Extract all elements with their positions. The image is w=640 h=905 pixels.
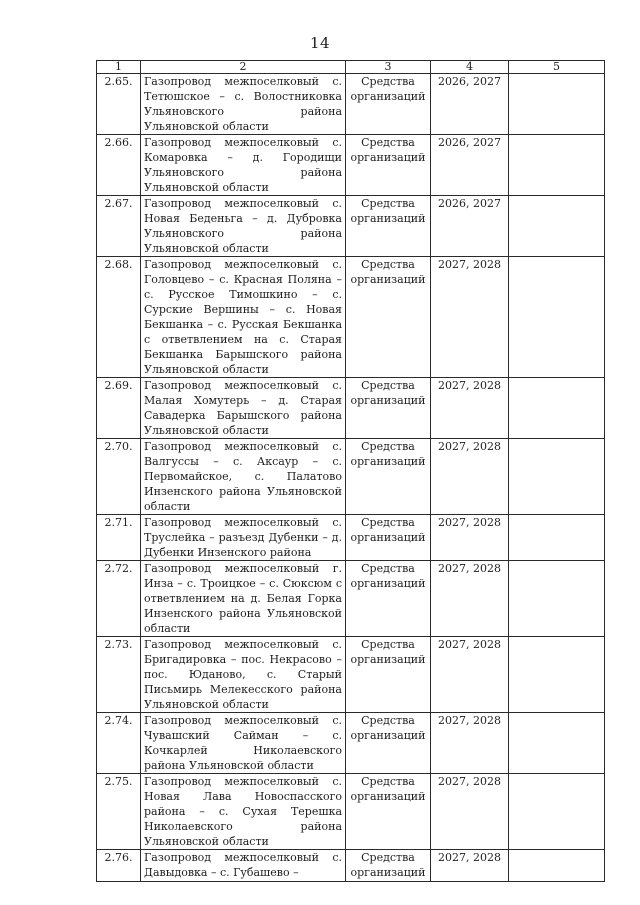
table-row bbox=[97, 637, 605, 713]
note-cell bbox=[509, 637, 605, 713]
table-header-row bbox=[97, 61, 605, 74]
table-row bbox=[97, 774, 605, 850]
implementation-years: 2027, 2028 bbox=[431, 257, 509, 378]
column-header: 3 bbox=[346, 61, 431, 74]
note-cell bbox=[509, 74, 605, 135]
row-number: 2.73. bbox=[97, 637, 141, 713]
note-cell bbox=[509, 439, 605, 515]
funding-source: Средства организаций bbox=[346, 196, 431, 257]
funding-source: Средства организаций bbox=[346, 637, 431, 713]
implementation-years: 2027, 2028 bbox=[431, 637, 509, 713]
funding-source: Средства организаций bbox=[346, 561, 431, 637]
table-row bbox=[97, 561, 605, 637]
row-number: 2.75. bbox=[97, 774, 141, 850]
object-name: Газопровод межпоселковый с. Новая Беденьга – д. Дубровка Ульяновского района Ульяновской области bbox=[141, 196, 346, 257]
implementation-years: 2027, 2028 bbox=[431, 850, 509, 882]
row-number: 2.71. bbox=[97, 515, 141, 561]
table-row bbox=[97, 257, 605, 378]
column-header: 2 bbox=[141, 61, 346, 74]
note-cell bbox=[509, 135, 605, 196]
object-name: Газопровод межпоселковый с. Валгуссы – с. Аксаур – с. Первомайское, с. Палатово Инзенского района Ульяновской области bbox=[141, 439, 346, 515]
row-number: 2.76. bbox=[97, 850, 141, 882]
object-name: Газопровод межпоселковый с. Труслейка – разъезд Дубенки – д. Дубенки Инзенского района bbox=[141, 515, 346, 561]
note-cell bbox=[509, 515, 605, 561]
implementation-years: 2027, 2028 bbox=[431, 774, 509, 850]
column-header: 4 bbox=[431, 61, 509, 74]
note-cell bbox=[509, 561, 605, 637]
row-number: 2.69. bbox=[97, 378, 141, 439]
note-cell bbox=[509, 713, 605, 774]
funding-source: Средства организаций bbox=[346, 257, 431, 378]
row-number: 2.67. bbox=[97, 196, 141, 257]
note-cell bbox=[509, 850, 605, 882]
table-row bbox=[97, 74, 605, 135]
row-number: 2.74. bbox=[97, 713, 141, 774]
funding-source: Средства организаций bbox=[346, 850, 431, 882]
object-name: Газопровод межпоселковый с. Головцево – с. Красная Поляна – с. Русское Тимошкино – с. Сурские Вершины – с. Новая Бекшанка – с. Русская Бекшанка с ответвлением на с. Старая Бекшанка Барышского района Ульяновской области bbox=[141, 257, 346, 378]
row-number: 2.70. bbox=[97, 439, 141, 515]
table-body bbox=[97, 74, 605, 882]
table-row bbox=[97, 850, 605, 882]
table-row bbox=[97, 196, 605, 257]
implementation-years: 2027, 2028 bbox=[431, 378, 509, 439]
implementation-years: 2026, 2027 bbox=[431, 74, 509, 135]
object-name: Газопровод межпоселковый г. Инза – с. Троицкое – с. Сюксюм с ответвлением на д. Белая Горка Инзенского района Ульяновской области bbox=[141, 561, 346, 637]
implementation-years: 2026, 2027 bbox=[431, 135, 509, 196]
column-header: 5 bbox=[509, 61, 605, 74]
implementation-years: 2026, 2027 bbox=[431, 196, 509, 257]
funding-source: Средства организаций bbox=[346, 74, 431, 135]
object-name: Газопровод межпоселковый с. Чувашский Сайман – с. Кочкарлей Николаевского района Ульяновской области bbox=[141, 713, 346, 774]
funding-source: Средства организаций bbox=[346, 713, 431, 774]
object-name: Газопровод межпоселковый с. Новая Лава Новоспасского района – с. Сухая Терешка Николаевского района Ульяновской области bbox=[141, 774, 346, 850]
object-name: Газопровод межпоселковый с. Тетюшское – с. Волостниковка Ульяновского района Ульяновской области bbox=[141, 74, 346, 135]
funding-source: Средства организаций bbox=[346, 515, 431, 561]
funding-source: Средства организаций bbox=[346, 135, 431, 196]
page-number: 14 bbox=[309, 34, 331, 52]
implementation-years: 2027, 2028 bbox=[431, 439, 509, 515]
funding-source: Средства организаций bbox=[346, 774, 431, 850]
note-cell bbox=[509, 257, 605, 378]
implementation-years: 2027, 2028 bbox=[431, 515, 509, 561]
table-row bbox=[97, 135, 605, 196]
column-header: 1 bbox=[97, 61, 141, 74]
note-cell bbox=[509, 774, 605, 850]
document-table bbox=[96, 60, 605, 882]
object-name: Газопровод межпоселковый с. Малая Хомутерь – д. Старая Савадерка Барышского района Ульяновской области bbox=[141, 378, 346, 439]
table-row bbox=[97, 515, 605, 561]
table-row bbox=[97, 378, 605, 439]
row-number: 2.68. bbox=[97, 257, 141, 378]
funding-source: Средства организаций bbox=[346, 439, 431, 515]
object-name: Газопровод межпоселковый с. Давыдовка – с. Губашево – bbox=[141, 850, 346, 882]
implementation-years: 2027, 2028 bbox=[431, 713, 509, 774]
implementation-years: 2027, 2028 bbox=[431, 561, 509, 637]
row-number: 2.65. bbox=[97, 74, 141, 135]
table-row bbox=[97, 439, 605, 515]
table-row bbox=[97, 713, 605, 774]
row-number: 2.72. bbox=[97, 561, 141, 637]
object-name: Газопровод межпоселковый с. Бригадировка – пос. Некрасово – пос. Юданово, с. Старый Письмирь Мелекесского района Ульяновской области bbox=[141, 637, 346, 713]
row-number: 2.66. bbox=[97, 135, 141, 196]
note-cell bbox=[509, 196, 605, 257]
object-name: Газопровод межпоселковый с. Комаровка – д. Городищи Ульяновского района Ульяновской области bbox=[141, 135, 346, 196]
note-cell bbox=[509, 378, 605, 439]
funding-source: Средства организаций bbox=[346, 378, 431, 439]
